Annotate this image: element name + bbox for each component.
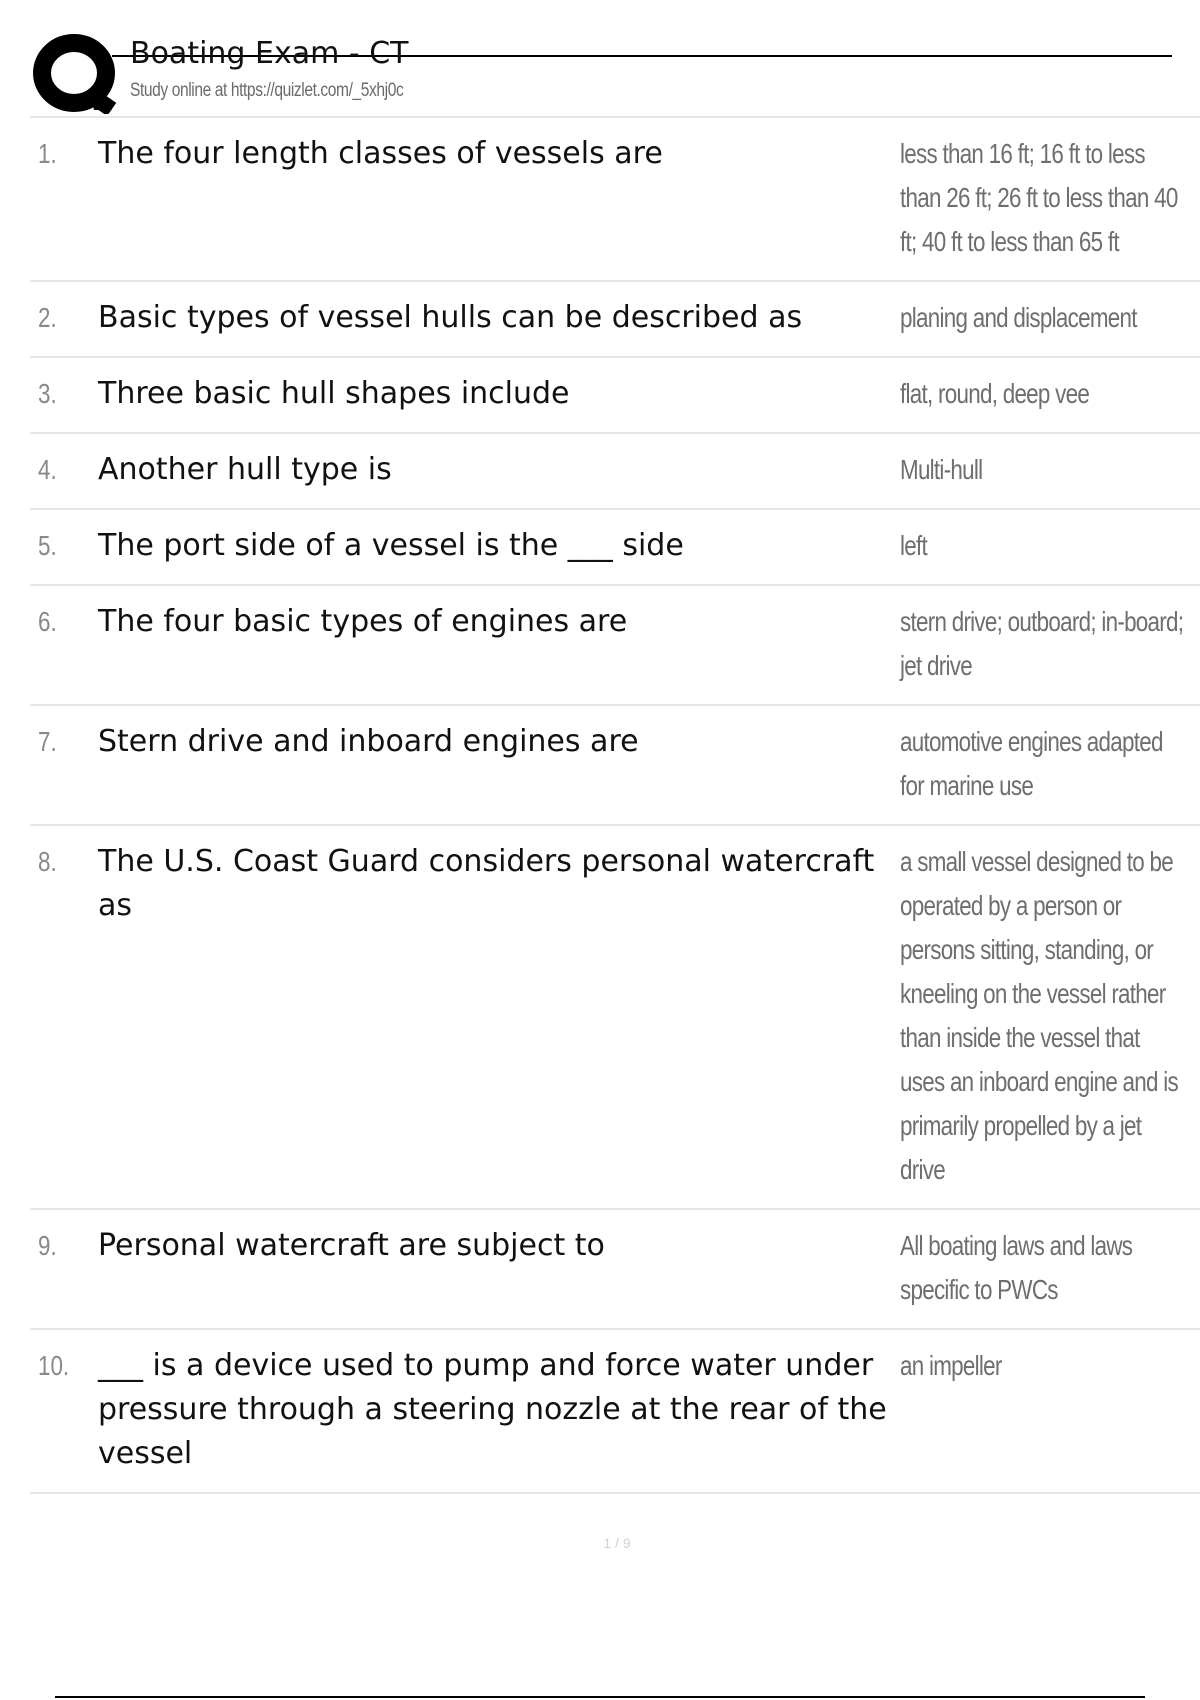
flashcard-row xyxy=(30,826,1200,1210)
card-term: Another hull type is xyxy=(98,452,392,487)
page-header xyxy=(30,28,1140,118)
card-definition-text: an impeller xyxy=(900,1350,1002,1381)
card-term: Personal watercraft are subject to xyxy=(98,1228,605,1263)
page-number: 1 / 9 xyxy=(603,1535,631,1551)
flashcard-row xyxy=(30,282,1200,358)
flashcard-row xyxy=(30,1330,1200,1494)
card-definition xyxy=(900,372,1190,416)
card-term: The U.S. Coast Guard considers personal watercraft as xyxy=(98,844,875,923)
card-definition xyxy=(900,840,1190,1192)
card-term: The port side of a vessel is the ___ side xyxy=(98,528,684,563)
card-definition-text: automotive engines adapted for marine use xyxy=(900,726,1163,801)
card-definition-text: Multi-hull xyxy=(900,454,983,485)
card-definition-text: planing and displacement xyxy=(900,302,1137,333)
card-term: Stern drive and inboard engines are xyxy=(98,724,639,759)
card-number: 3. xyxy=(38,378,57,409)
card-term: ___ is a device used to pump and force water under pressure through a steering nozzle at the rear of the vessel xyxy=(98,1348,887,1471)
card-definition-text: left xyxy=(900,530,928,561)
card-definition-text: stern drive; outboard; in-board; jet drive xyxy=(900,606,1184,681)
card-number: 1. xyxy=(38,138,57,169)
card-definition xyxy=(900,132,1190,264)
flashcard-row xyxy=(30,510,1200,586)
card-definition xyxy=(900,524,1190,568)
card-number: 4. xyxy=(38,454,57,485)
card-number: 10. xyxy=(38,1350,70,1381)
quizlet-logo-icon xyxy=(32,32,140,114)
card-number: 6. xyxy=(38,606,57,637)
card-term: The four length classes of vessels are xyxy=(98,136,663,171)
card-term: Three basic hull shapes include xyxy=(98,376,570,411)
flashcard-row xyxy=(30,586,1200,706)
flashcard-row xyxy=(30,434,1200,510)
card-number: 8. xyxy=(38,846,57,877)
flashcard-row xyxy=(30,118,1200,282)
flashcard-row xyxy=(30,1210,1200,1330)
card-number: 2. xyxy=(38,302,57,333)
card-definition-text: flat, round, deep vee xyxy=(900,378,1090,409)
card-definition xyxy=(900,720,1190,808)
flashcard-row xyxy=(30,358,1200,434)
card-definition-text: a small vessel designed to be operated by a person or persons sitting, standing, or kneeling on the vessel rather than inside the vessel that uses an inboard engine and is primarily propelled by a jet drive xyxy=(900,846,1179,1185)
card-number: 9. xyxy=(38,1230,57,1261)
page-title: Boating Exam - CT xyxy=(130,36,409,71)
card-number: 7. xyxy=(38,726,57,757)
footer-rule xyxy=(55,1696,1145,1698)
flashcard-list xyxy=(30,116,1200,1494)
card-definition xyxy=(900,296,1190,340)
card-term: Basic types of vessel hulls can be described as xyxy=(98,300,803,335)
study-link[interactable]: Study online at https://quizlet.com/_5xhj0c xyxy=(130,80,404,101)
card-definition xyxy=(900,1344,1190,1476)
card-definition xyxy=(900,448,1190,492)
card-term: The four basic types of engines are xyxy=(98,604,628,639)
card-number: 5. xyxy=(38,530,57,561)
card-definition-text: All boating laws and laws specific to PWCs xyxy=(900,1230,1133,1305)
card-definition-text: less than 16 ft; 16 ft to less than 26 ft; 26 ft to less than 40 ft; 40 ft to less than 65 ft xyxy=(900,138,1178,257)
card-definition xyxy=(900,1224,1190,1312)
flashcard-row xyxy=(30,706,1200,826)
card-definition xyxy=(900,600,1190,688)
